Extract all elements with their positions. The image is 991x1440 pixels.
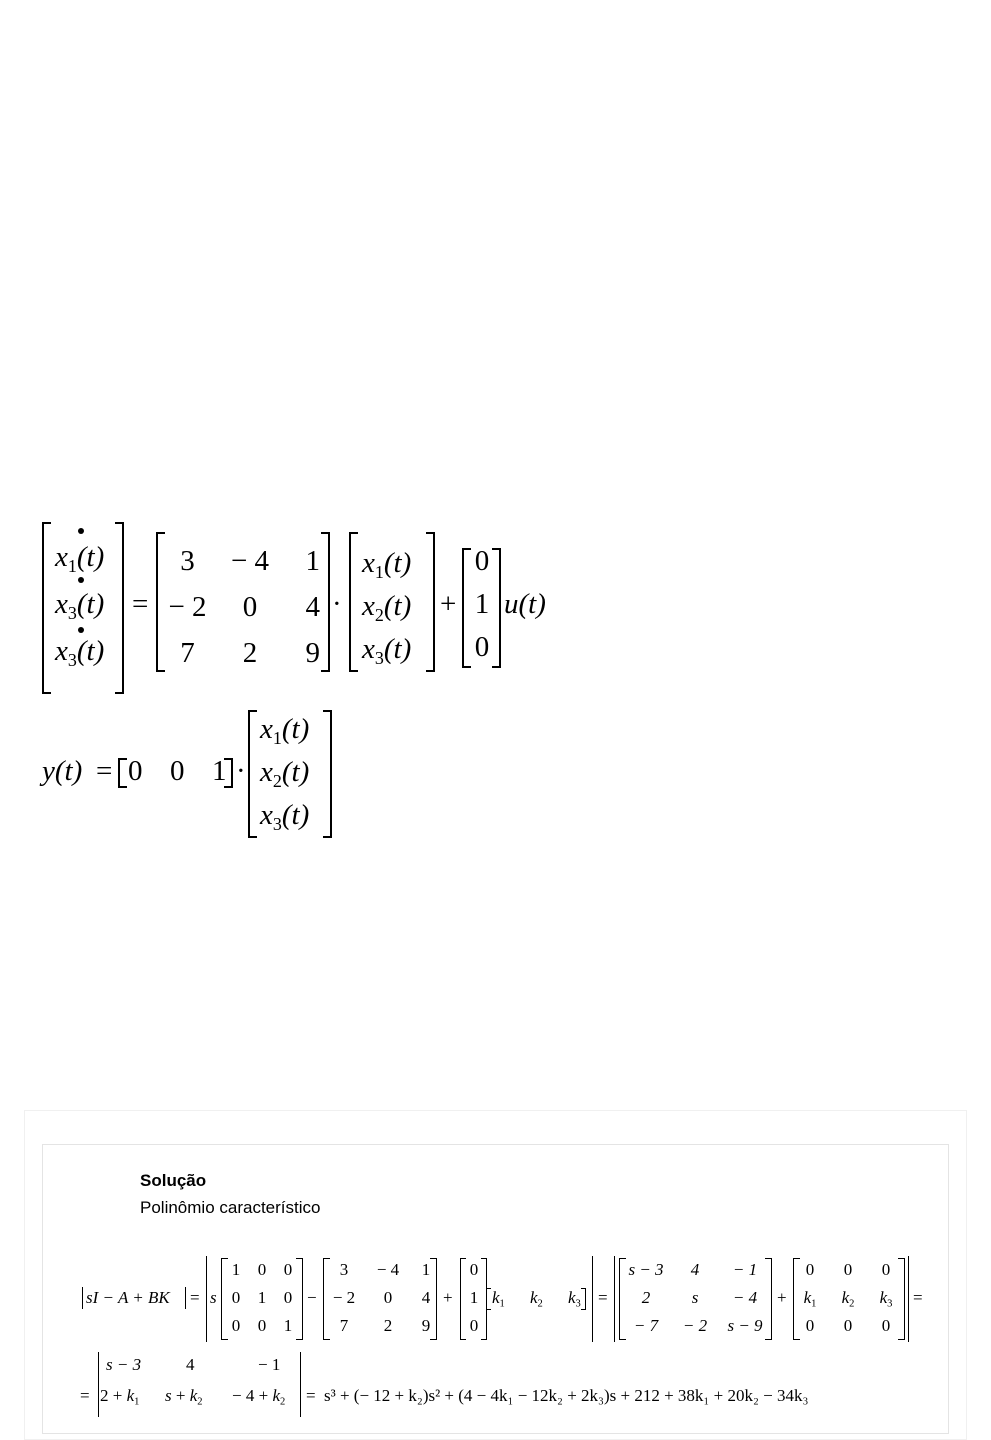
- bk-cell: 0: [843, 1260, 853, 1279]
- bk-cell: 0: [805, 1316, 815, 1335]
- equals-sign: =: [96, 755, 113, 787]
- lhs-vector-right-bracket: [115, 522, 124, 694]
- determinant-bar: [592, 1256, 593, 1342]
- determinant-bar: [185, 1287, 186, 1309]
- k-vector-left-bracket: [486, 1288, 491, 1310]
- matrix-a-cell: − 2: [168, 591, 207, 623]
- det-matrix-cell: $s + k_2$: [165, 1386, 203, 1408]
- identity-cell: 0: [231, 1316, 241, 1335]
- characteristic-polynomial: s³ + (− 12 + k₂)s² + (4 − 4k₁ − 12k₂ + 2k₃)s + 212 + 38k₁ + 20k₂ − 34k₃: [324, 1386, 809, 1405]
- identity-cell: 0: [283, 1260, 293, 1279]
- lhs-vector: [55, 534, 104, 675]
- det-matrix-cell: $2 + k_1$: [100, 1386, 140, 1408]
- identity-cell: 1: [257, 1288, 267, 1307]
- matrix-a-cell: 0: [383, 1288, 393, 1307]
- bk-cell: 0: [881, 1316, 891, 1335]
- x-vector: [260, 708, 309, 837]
- det-expression: sI − A + BK: [86, 1288, 170, 1307]
- matrix-a-cell: 4: [421, 1288, 431, 1307]
- determinant-bar: [98, 1352, 99, 1417]
- bk-cell: 0: [805, 1260, 815, 1279]
- matrix-a-solution: [326, 1257, 436, 1341]
- x-vector-right-bracket: [323, 710, 332, 838]
- bk-cell: $k_2$: [841, 1288, 855, 1310]
- matrix-a-cell: 3: [339, 1260, 349, 1279]
- matrix-a-cell: − 4: [230, 545, 270, 577]
- det-matrix-cell: − 1: [258, 1355, 281, 1374]
- matrix-a-cell: 1: [421, 1260, 431, 1279]
- si-minus-a-cell: s − 9: [727, 1316, 763, 1335]
- x-entry: $x_3(t)$: [362, 633, 412, 668]
- b-entry: 0: [469, 1316, 479, 1335]
- b-entry: 0: [474, 631, 490, 663]
- b-vector-solution: [466, 1257, 482, 1341]
- x-entry: $x_1(t)$: [260, 713, 310, 748]
- c-entry: 1: [212, 755, 227, 787]
- matrix-a-cell: 4: [305, 591, 320, 623]
- c-vector-left-bracket: [118, 758, 127, 788]
- si-minus-a-matrix: [622, 1257, 768, 1341]
- identity-cell: 0: [231, 1288, 241, 1307]
- k-vector-right-bracket: [581, 1288, 586, 1310]
- c-entry: 0: [128, 755, 143, 787]
- bk-cell: $k_1$: [803, 1288, 817, 1310]
- matrix-a-cell: 0: [242, 591, 258, 623]
- plus-sign: +: [440, 588, 457, 620]
- x-entry: $x_1(t)$: [362, 547, 412, 582]
- bk-cell: 0: [881, 1260, 891, 1279]
- solution-subtitle: Polinômio característico: [140, 1198, 321, 1217]
- matrix-a-cell: − 4: [376, 1260, 400, 1279]
- si-minus-a-cell: 2: [641, 1288, 651, 1307]
- x-entry: $x_2(t)$: [362, 590, 412, 625]
- input-signal: u(t): [504, 588, 546, 620]
- identity-cell: 0: [283, 1288, 293, 1307]
- identity-cell: 0: [257, 1260, 267, 1279]
- matrix-a-cell: 7: [180, 637, 195, 669]
- multiply-dot: ·: [236, 755, 246, 787]
- si-minus-a-cell: s: [691, 1288, 699, 1307]
- lhs-entry: $x_3(t)$: [55, 588, 105, 623]
- determinant-bar: [908, 1256, 909, 1342]
- det-matrix-cell: 4: [186, 1355, 195, 1374]
- determinant-bar: [300, 1352, 301, 1417]
- solution-title: Solução: [140, 1171, 207, 1190]
- x-vector-right-bracket: [426, 532, 435, 672]
- matrix-a-cell: 1: [305, 545, 320, 577]
- lhs-entry: $x_3(t)$: [55, 635, 105, 670]
- bk-cell: $k_3$: [879, 1288, 893, 1310]
- determinant-bar: [614, 1256, 615, 1342]
- si-minus-a-cell: 4: [690, 1260, 700, 1279]
- b-entry: 1: [469, 1288, 479, 1307]
- si-minus-a-cell: − 4: [732, 1288, 758, 1307]
- x-entry: $x_3(t)$: [260, 799, 310, 834]
- det-matrix-cell: s − 3: [106, 1355, 142, 1374]
- determinant-bar: [82, 1287, 83, 1309]
- b-entry: 0: [469, 1260, 479, 1279]
- matrix-a-cell: − 2: [332, 1288, 356, 1307]
- multiply-dot: ·: [332, 588, 342, 620]
- c-vector-right-bracket: [224, 758, 233, 788]
- b-entry: 1: [474, 588, 490, 620]
- matrix-a-cell: 7: [339, 1316, 349, 1335]
- identity-cell: 0: [257, 1316, 267, 1335]
- k-entry: $k_3$: [568, 1288, 581, 1310]
- lhs-vector-left-bracket: [42, 522, 51, 694]
- k-entry: $k_1$: [492, 1288, 505, 1310]
- identity-matrix: [222, 1257, 302, 1341]
- matrix-a-right-bracket: [321, 532, 330, 672]
- k-entry: $k_2$: [530, 1288, 543, 1310]
- bk-matrix: [796, 1257, 902, 1341]
- matrix-a-cell: 9: [421, 1316, 431, 1335]
- det-matrix-cell: − $4 + k_2$: [232, 1386, 286, 1408]
- x-vector-left-bracket: [349, 532, 358, 672]
- matrix-a-cell: 2: [242, 637, 258, 669]
- equals-sign: =: [132, 588, 149, 620]
- si-minus-a-cell: − 7: [633, 1316, 659, 1335]
- x-vector-left-bracket: [248, 710, 257, 838]
- identity-cell: 1: [283, 1316, 293, 1335]
- scalar-s: s: [210, 1288, 217, 1307]
- output-lhs: y(t): [42, 755, 83, 787]
- b-entry: 0: [474, 545, 490, 577]
- lhs-entry: $x_1(t)$: [55, 541, 105, 576]
- determinant-bar: [206, 1256, 207, 1342]
- x-vector: [362, 542, 411, 671]
- si-minus-a-cell: − 2: [682, 1316, 708, 1335]
- identity-cell: 1: [231, 1260, 241, 1279]
- c-entry: 0: [170, 755, 185, 787]
- si-minus-a-cell: − 1: [732, 1260, 758, 1279]
- matrix-a-cell: 9: [305, 637, 320, 669]
- si-minus-a-cell: s − 3: [628, 1260, 664, 1279]
- x-entry: $x_2(t)$: [260, 756, 310, 791]
- matrix-a-cell: 2: [383, 1316, 393, 1335]
- matrix-a-cell: 3: [180, 545, 195, 577]
- matrix-a: [160, 538, 322, 678]
- bk-cell: 0: [843, 1316, 853, 1335]
- b-vector: [470, 540, 494, 669]
